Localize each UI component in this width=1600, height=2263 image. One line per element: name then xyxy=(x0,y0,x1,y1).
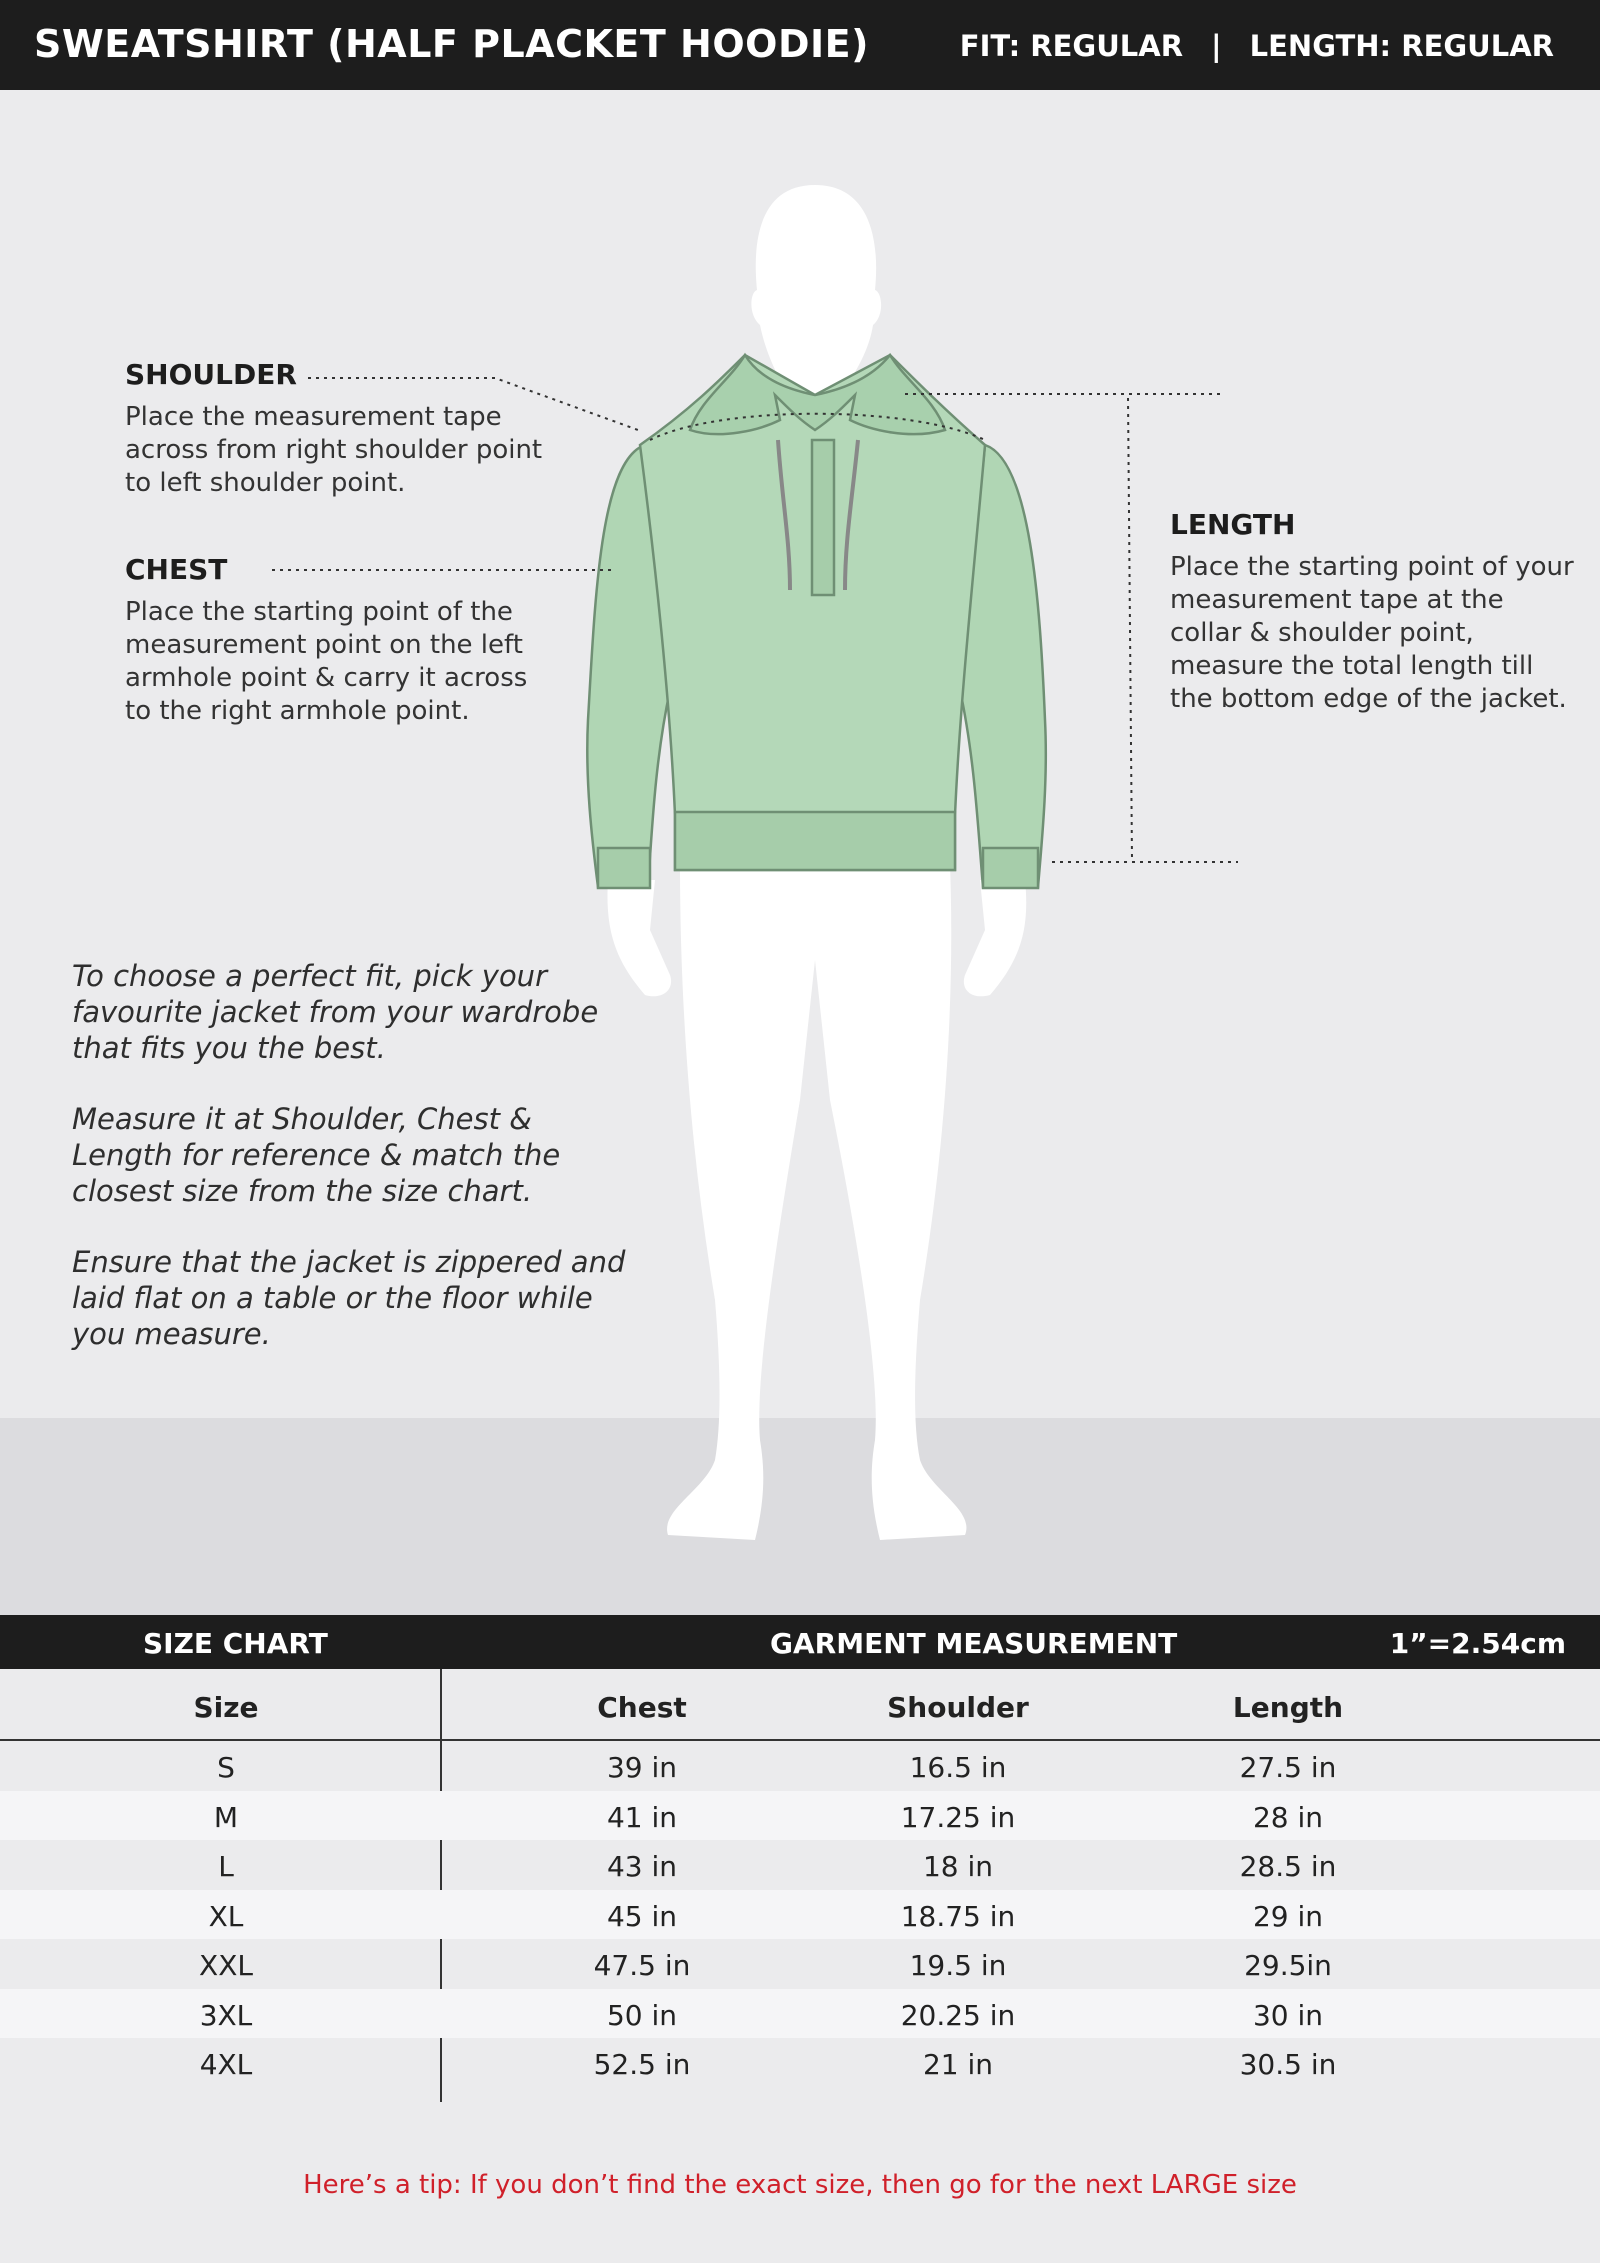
chest-instructions: Place the starting point of the measurement point on the left armhole point & carry it across to the right armhole point. xyxy=(125,597,528,726)
column-header-size: Size xyxy=(193,1691,259,1724)
table-row xyxy=(0,1791,1600,1841)
fit-label: FIT: REGULAR xyxy=(959,29,1184,63)
chest-annotation xyxy=(125,553,535,728)
shoulder-heading: SHOULDER xyxy=(125,358,297,391)
hoodie-drawing xyxy=(587,355,1046,888)
header-separator: | xyxy=(1211,29,1222,63)
size-chart-bar xyxy=(0,1615,1600,1669)
table-row xyxy=(0,2038,1600,2088)
shoulder-cell: 19.5 in xyxy=(909,1949,1007,1982)
shoulder-annotation xyxy=(125,358,545,500)
length-cell: 30.5 in xyxy=(1239,2048,1337,2081)
size-cell: L xyxy=(218,1850,234,1883)
chest-cell: 52.5 in xyxy=(593,2048,691,2081)
table-header xyxy=(0,1669,1600,1741)
fit-tip: To choose a perfect fit, pick your favourite jacket from your wardrobe that fits you the best. xyxy=(72,959,599,1065)
size-table xyxy=(0,1669,1600,2088)
shoulder-cell: 16.5 in xyxy=(909,1751,1007,1784)
garment-measurement-title: GARMENT MEASUREMENT xyxy=(770,1627,1178,1660)
unit-conversion: 1”=2.54cm xyxy=(1389,1627,1566,1660)
size-cell: M xyxy=(213,1800,239,1834)
length-annotation xyxy=(1170,508,1575,716)
size-cell: 3XL xyxy=(199,1998,253,2032)
length-cell: 28.5 in xyxy=(1239,1850,1337,1883)
size-cell: S xyxy=(217,1751,235,1784)
chest-cell: 41 in xyxy=(606,1800,678,1834)
chest-heading: CHEST xyxy=(125,553,228,586)
column-header-chest: Chest xyxy=(597,1691,687,1724)
table-row xyxy=(0,1939,1600,1989)
chest-cell: 39 in xyxy=(606,1751,678,1784)
length-heading: LENGTH xyxy=(1170,508,1296,541)
table-row xyxy=(0,1989,1600,2039)
chest-cell: 45 in xyxy=(606,1899,678,1933)
shoulder-cell: 18 in xyxy=(922,1850,994,1883)
shoulder-cell: 20.25 in xyxy=(900,1998,1016,2032)
table-row xyxy=(0,1890,1600,1940)
chest-cell: 47.5 in xyxy=(593,1949,691,1982)
fit-length-info xyxy=(960,29,1554,63)
size-cell: XXL xyxy=(199,1949,253,1982)
fit-tip: Ensure that the jacket is zippered and laid flat on a table or the floor while you measure. xyxy=(72,1245,626,1351)
page-title: SWEATSHIRT (HALF PLACKET HOODIE) xyxy=(34,22,869,66)
fit-tips xyxy=(72,958,632,1387)
size-cell: 4XL xyxy=(199,2048,253,2081)
chest-cell: 50 in xyxy=(606,1998,678,2032)
column-header-shoulder: Shoulder xyxy=(887,1691,1029,1724)
chest-cell: 43 in xyxy=(606,1850,678,1883)
length-cell: 27.5 in xyxy=(1239,1751,1337,1784)
shoulder-cell: 21 in xyxy=(922,2048,994,2081)
fit-tip: Measure it at Shoulder, Chest & Length for reference & match the closest size from the size chart. xyxy=(72,1102,561,1208)
table-row xyxy=(0,1741,1600,1791)
column-header-length: Length xyxy=(1232,1691,1344,1724)
header-bar xyxy=(0,0,1600,90)
shoulder-instructions: Place the measurement tape across from right shoulder point to left shoulder point. xyxy=(125,402,543,498)
size-cell: XL xyxy=(208,1899,244,1933)
size-chart-title: SIZE CHART xyxy=(143,1627,328,1660)
length-cell: 29.5in xyxy=(1244,1949,1332,1982)
table-row xyxy=(0,1840,1600,1890)
length-cell: 29 in xyxy=(1252,1899,1324,1933)
length-instructions: Place the starting point of your measurement tape at the collar & shoulder point, measure the total length till the bottom edge of the jacket. xyxy=(1170,552,1574,714)
shoulder-cell: 18.75 in xyxy=(900,1899,1016,1933)
length-cell: 28 in xyxy=(1252,1800,1324,1834)
size-tip: Here’s a tip: If you don’t find the exact size, then go for the next LARGE size xyxy=(303,2170,1297,2200)
length-label: LENGTH: REGULAR xyxy=(1249,29,1554,63)
length-cell: 30 in xyxy=(1252,1998,1324,2032)
shoulder-cell: 17.25 in xyxy=(900,1800,1016,1834)
